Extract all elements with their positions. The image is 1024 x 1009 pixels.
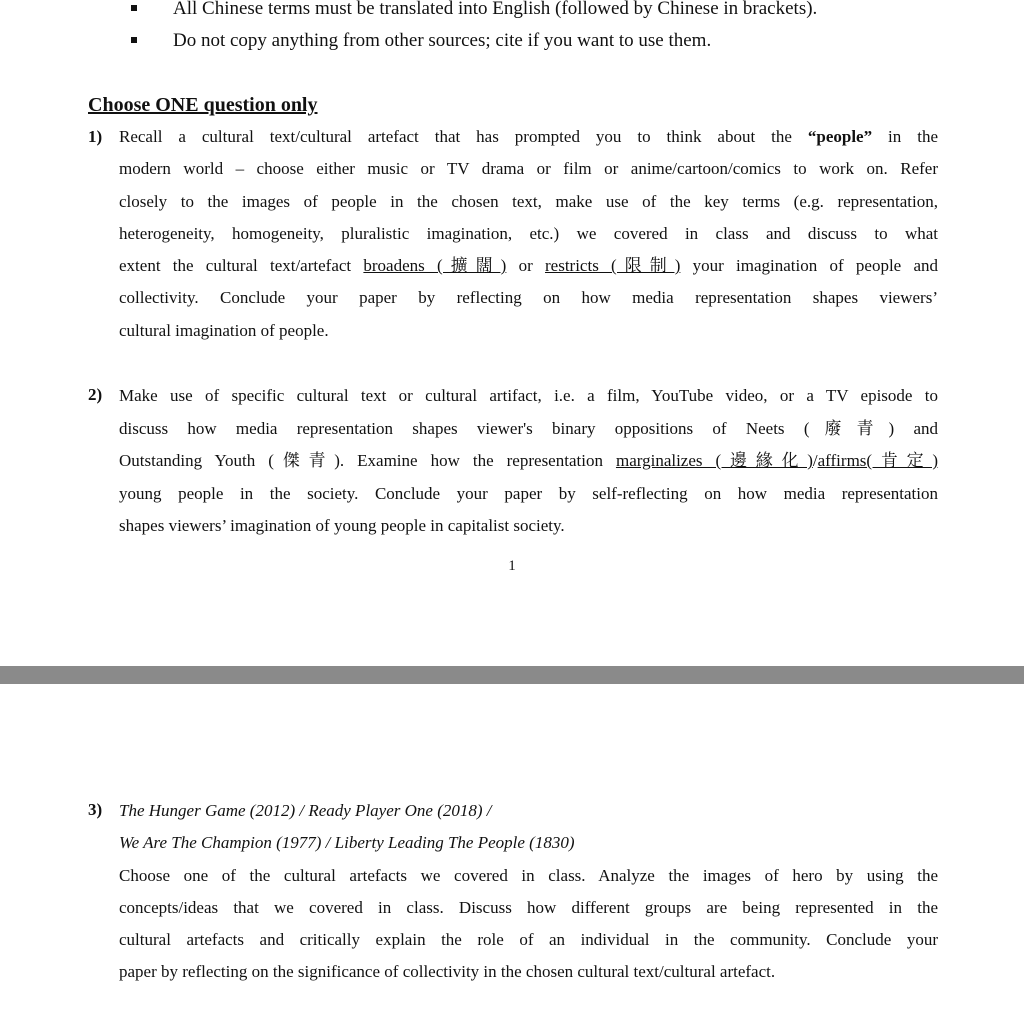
titles-line: We Are The Champion (1977) / Liberty Leading The People (1830) — [119, 833, 575, 853]
question-3-number: 3) — [88, 800, 103, 819]
text-line: Outstanding Youth (傑青). Examine how the representation marginalizes (邊緣化)/affirms(肯定) — [119, 451, 939, 470]
text-line: cultural artefacts and critically explain the role of an individual in the community. Conclude your — [119, 930, 938, 950]
question-2-number: 2) — [88, 385, 103, 404]
text-line: Choose one of the cultural artefacts we covered in class. Analyze the images of hero by using the — [119, 865, 938, 885]
question-1-number: 1) — [88, 127, 103, 146]
underlined-term: broadens (擴闊) — [363, 256, 507, 276]
text-line: Make use of specific cultural text or cultural artifact, i.e. a film, YouTube video, or a TV episode to — [119, 386, 938, 405]
document-page-2 — [0, 684, 1024, 1009]
underlined-term: affirms(肯定) — [817, 451, 939, 470]
text-line: Recall a cultural text/cultural artefact that has prompted you to think about the “people” in the — [119, 127, 938, 146]
square-bullet-icon — [131, 37, 137, 43]
titles-line: The Hunger Game (2012) / Ready Player One (2018) / — [119, 801, 492, 820]
text-line: collectivity. Conclude your paper by reflecting on how media representation shapes viewers’ — [119, 288, 938, 308]
question-3-body — [119, 795, 938, 989]
text-line: heterogeneity, homogeneity, pluralistic imagination, etc.) we covered in class and discuss to what — [119, 223, 938, 243]
page-number: 1 — [508, 558, 516, 574]
square-bullet-icon — [131, 5, 137, 11]
section-heading: Choose ONE question only — [88, 94, 318, 116]
text-line: extent the cultural text/artefact broadens (擴闊) or restricts (限制) your imagination of people and — [119, 256, 939, 276]
text-line: closely to the images of people in the chosen text, make use of the key terms (e.g. representation, — [119, 191, 938, 211]
text-line: concepts/ideas that we covered in class. Discuss how different groups are being represented in the — [119, 897, 938, 917]
question-1-body — [119, 121, 938, 347]
underlined-term: marginalizes (邊緣化) — [615, 451, 813, 470]
question-2-body — [119, 380, 938, 543]
text-line: shapes viewers’ imagination of young people in capitalist society. — [119, 516, 565, 535]
text-line: modern world – choose either music or TV drama or film or anime/cartoon/comics to work on. Refer — [119, 159, 938, 179]
text-line: discuss how media representation shapes viewer's binary oppositions of Neets (廢青) and — [119, 418, 938, 438]
bullet-item: All Chinese terms must be translated into English (followed by Chinese in brackets). — [131, 0, 817, 20]
text-line: young people in the society. Conclude your paper by self-reflecting on how media representation — [119, 483, 938, 503]
text-line: cultural imagination of people. — [119, 320, 329, 340]
page-separator — [0, 666, 1024, 684]
text-line: paper by reflecting on the significance of collectivity in the chosen cultural text/cultural artefact. — [119, 962, 776, 982]
bullet-item: Do not copy anything from other sources; cite if you want to use them. — [131, 30, 711, 52]
underlined-term: restricts (限制) — [545, 256, 681, 276]
